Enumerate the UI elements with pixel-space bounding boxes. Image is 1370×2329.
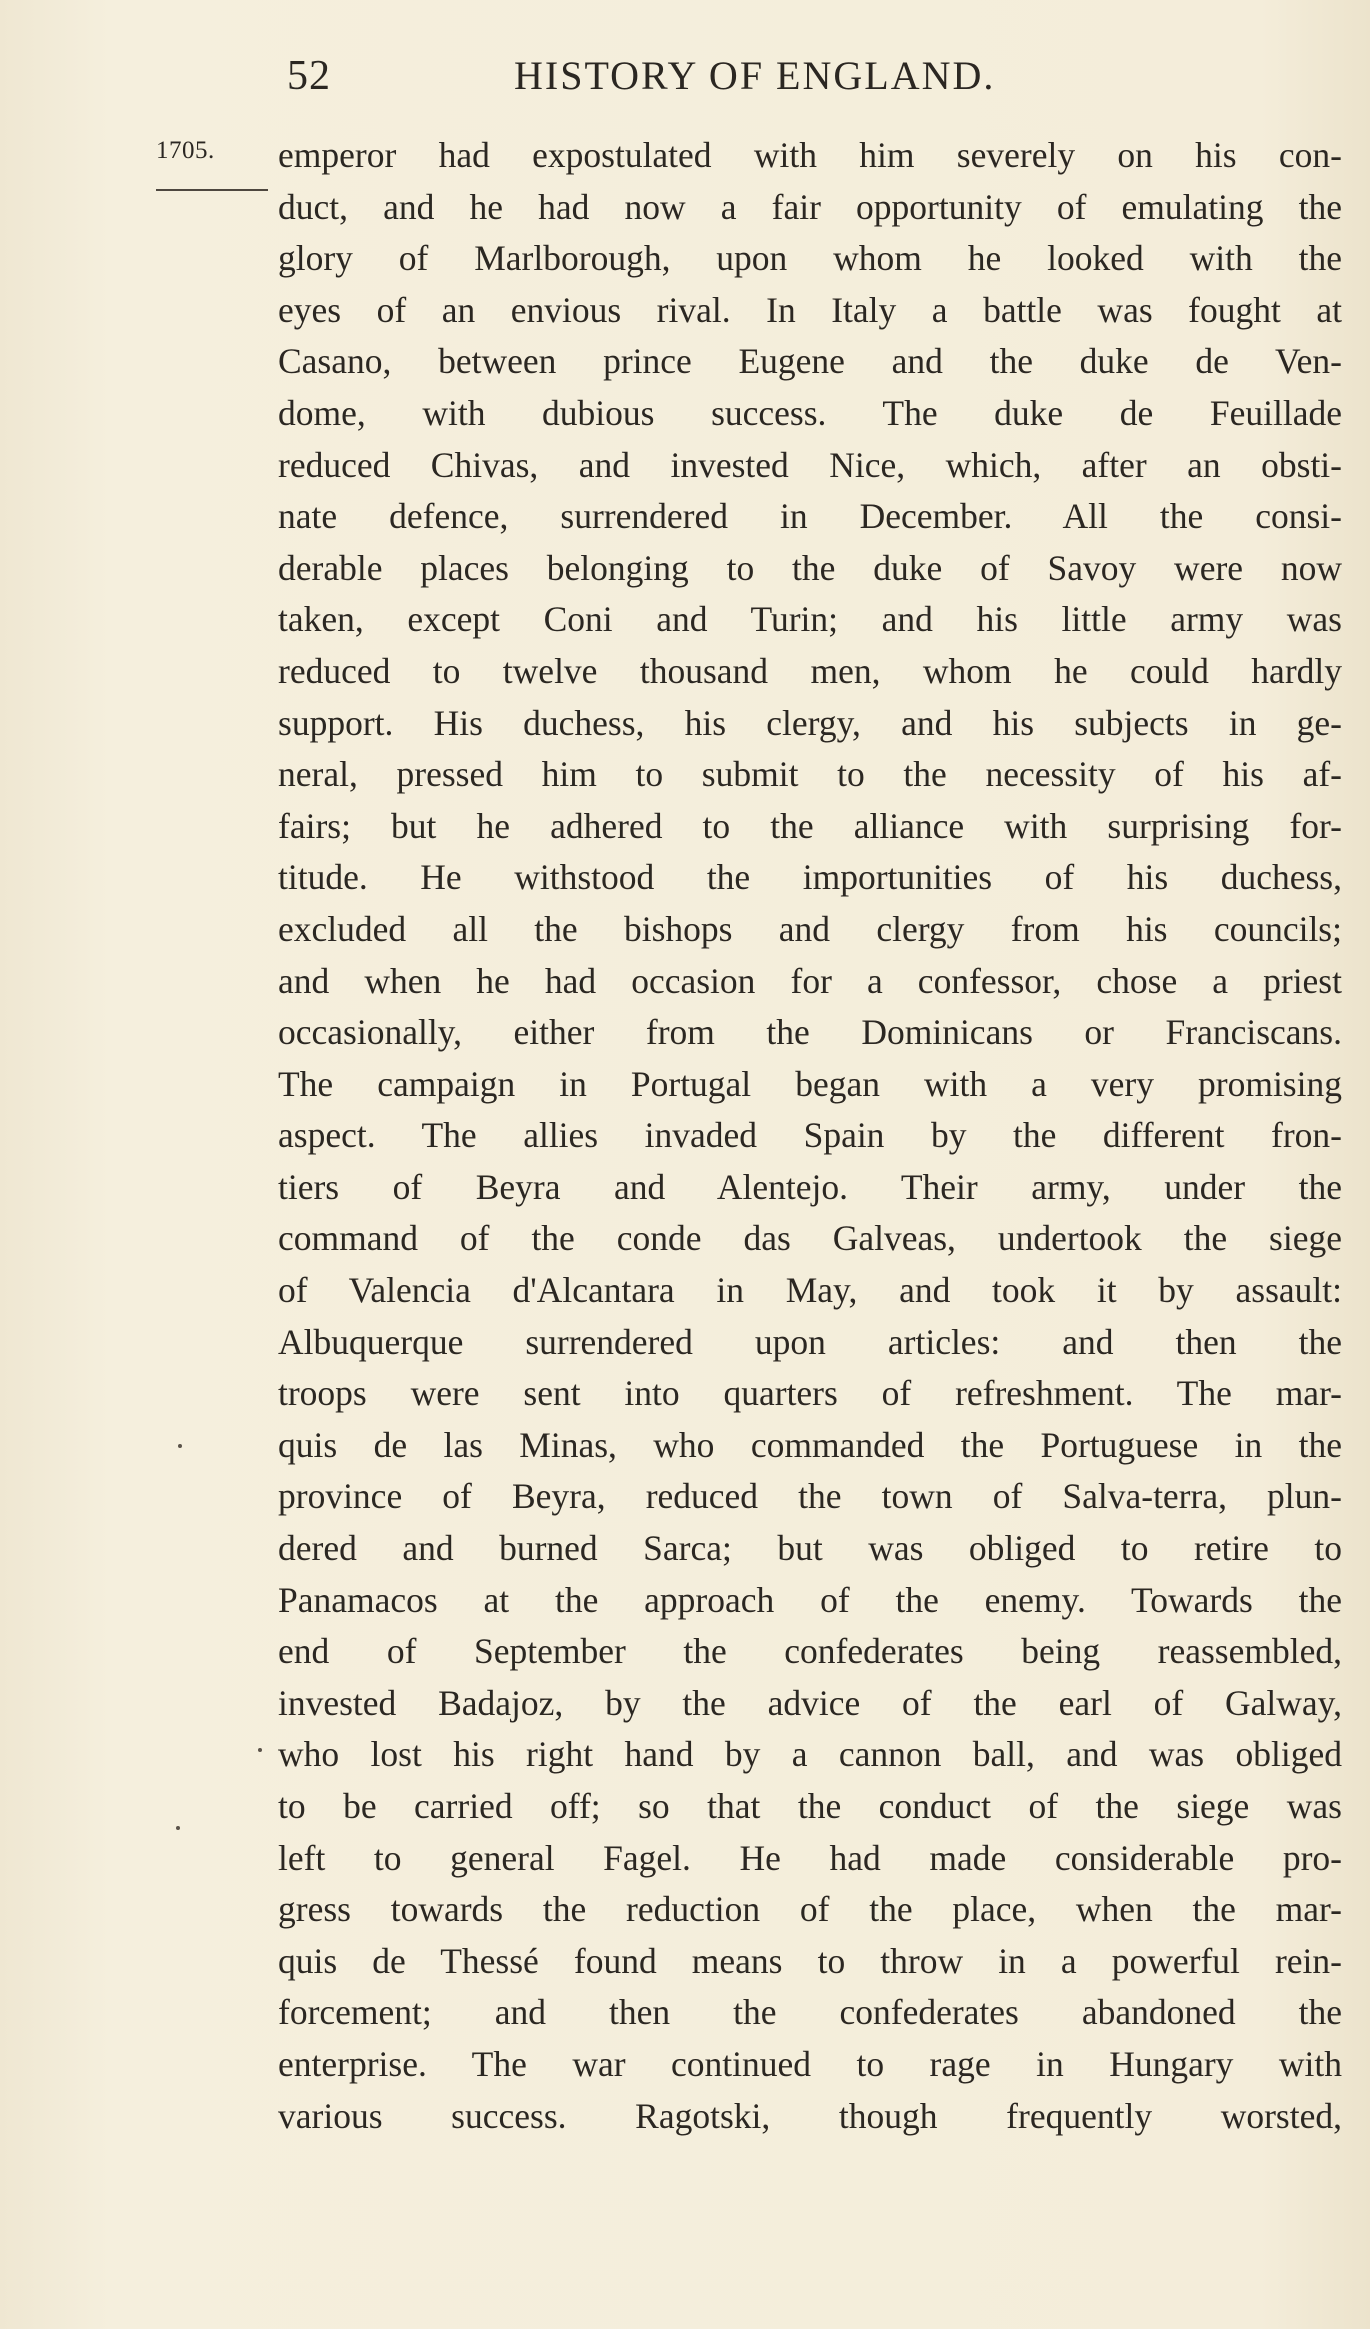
paper-speck [176, 1826, 180, 1830]
text-line: troops were sent into quarters of refreshment. The mar- [278, 1373, 1342, 1414]
text-line: quis de Thessé found means to throw in a powerful rein- [278, 1940, 1342, 1981]
text-line: invested Badajoz, by the advice of the earl of Galway, [278, 1682, 1342, 1723]
text-line: dome, with dubious success. The duke de Feuillade [278, 392, 1342, 433]
text-line: forcement; and then the confederates abandoned the [278, 1992, 1342, 2033]
text-line: various success. Ragotski, though frequently worsted, [278, 2095, 1342, 2136]
text-line: glory of Marlborough, upon whom he looked with the [278, 238, 1342, 279]
running-head [282, 52, 1112, 112]
text-line: tiers of Beyra and Alentejo. Their army, under the [278, 1166, 1342, 1207]
text-line: occasionally, either from the Dominicans or Franciscans. [278, 1012, 1342, 1053]
text-line: reduced to twelve thousand men, whom he could hardly [278, 650, 1342, 691]
text-line: end of September the confederates being reassembled, [278, 1631, 1342, 1672]
text-line: fairs; but he adhered to the alliance with surprising for- [278, 805, 1342, 846]
text-line: excluded all the bishops and clergy from his councils; [278, 908, 1342, 949]
text-line: support. His duchess, his clergy, and his subjects in ge- [278, 702, 1342, 743]
text-line: dered and burned Sarca; but was obliged to retire to [278, 1528, 1342, 1569]
text-line: derable places belonging to the duke of Savoy were now [278, 547, 1342, 588]
body-text [278, 130, 1342, 2142]
text-line: nate defence, surrendered in December. All the consi- [278, 496, 1342, 537]
text-line: province of Beyra, reduced the town of Salva-terra, plun- [278, 1476, 1342, 1517]
margin-year-note: 1705. [156, 137, 215, 164]
text-line: who lost his right hand by a cannon ball, and was obliged [278, 1734, 1342, 1775]
text-line: Casano, between prince Eugene and the duke de Ven- [278, 341, 1342, 382]
text-line: neral, pressed him to submit to the necessity of his af- [278, 754, 1342, 795]
text-line: to be carried off; so that the conduct of the siege was [278, 1786, 1342, 1826]
paper-speck [258, 1748, 262, 1752]
paper-speck [178, 1444, 182, 1448]
text-line: reduced Chivas, and invested Nice, which, after an obsti- [278, 444, 1342, 485]
text-line: titude. He withstood the importunities of his duchess, [278, 857, 1342, 898]
page-number: 52 [287, 53, 331, 99]
text-line: and when he had occasion for a confessor, chose a priest [278, 960, 1342, 1001]
text-line: The campaign in Portugal began with a very promising [278, 1063, 1342, 1104]
page-title: HISTORY OF ENGLAND. [514, 53, 996, 98]
margin-rule [156, 189, 268, 191]
text-line: enterprise. The war continued to rage in Hungary with [278, 2043, 1342, 2084]
text-line: emperor had expostulated with him severely on his con- [278, 135, 1342, 175]
text-line: aspect. The allies invaded Spain by the different fron- [278, 1115, 1342, 1156]
text-line: eyes of an envious rival. In Italy a battle was fought at [278, 289, 1342, 330]
text-line: of Valencia d'Alcantara in May, and took it by assault: [278, 1270, 1342, 1311]
text-line: command of the conde das Galveas, undertook the siege [278, 1218, 1342, 1259]
text-line: Panamacos at the approach of the enemy. Towards the [278, 1579, 1342, 1620]
text-line: duct, and he had now a fair opportunity of emulating the [278, 186, 1342, 227]
text-line: left to general Fagel. He had made considerable pro- [278, 1837, 1342, 1878]
text-line: taken, except Coni and Turin; and his little army was [278, 599, 1342, 640]
text-line: quis de las Minas, who commanded the Portuguese in the [278, 1424, 1342, 1465]
text-line: Albuquerque surrendered upon articles: and then the [278, 1321, 1342, 1362]
text-line: gress towards the reduction of the place, when the mar- [278, 1889, 1342, 1930]
